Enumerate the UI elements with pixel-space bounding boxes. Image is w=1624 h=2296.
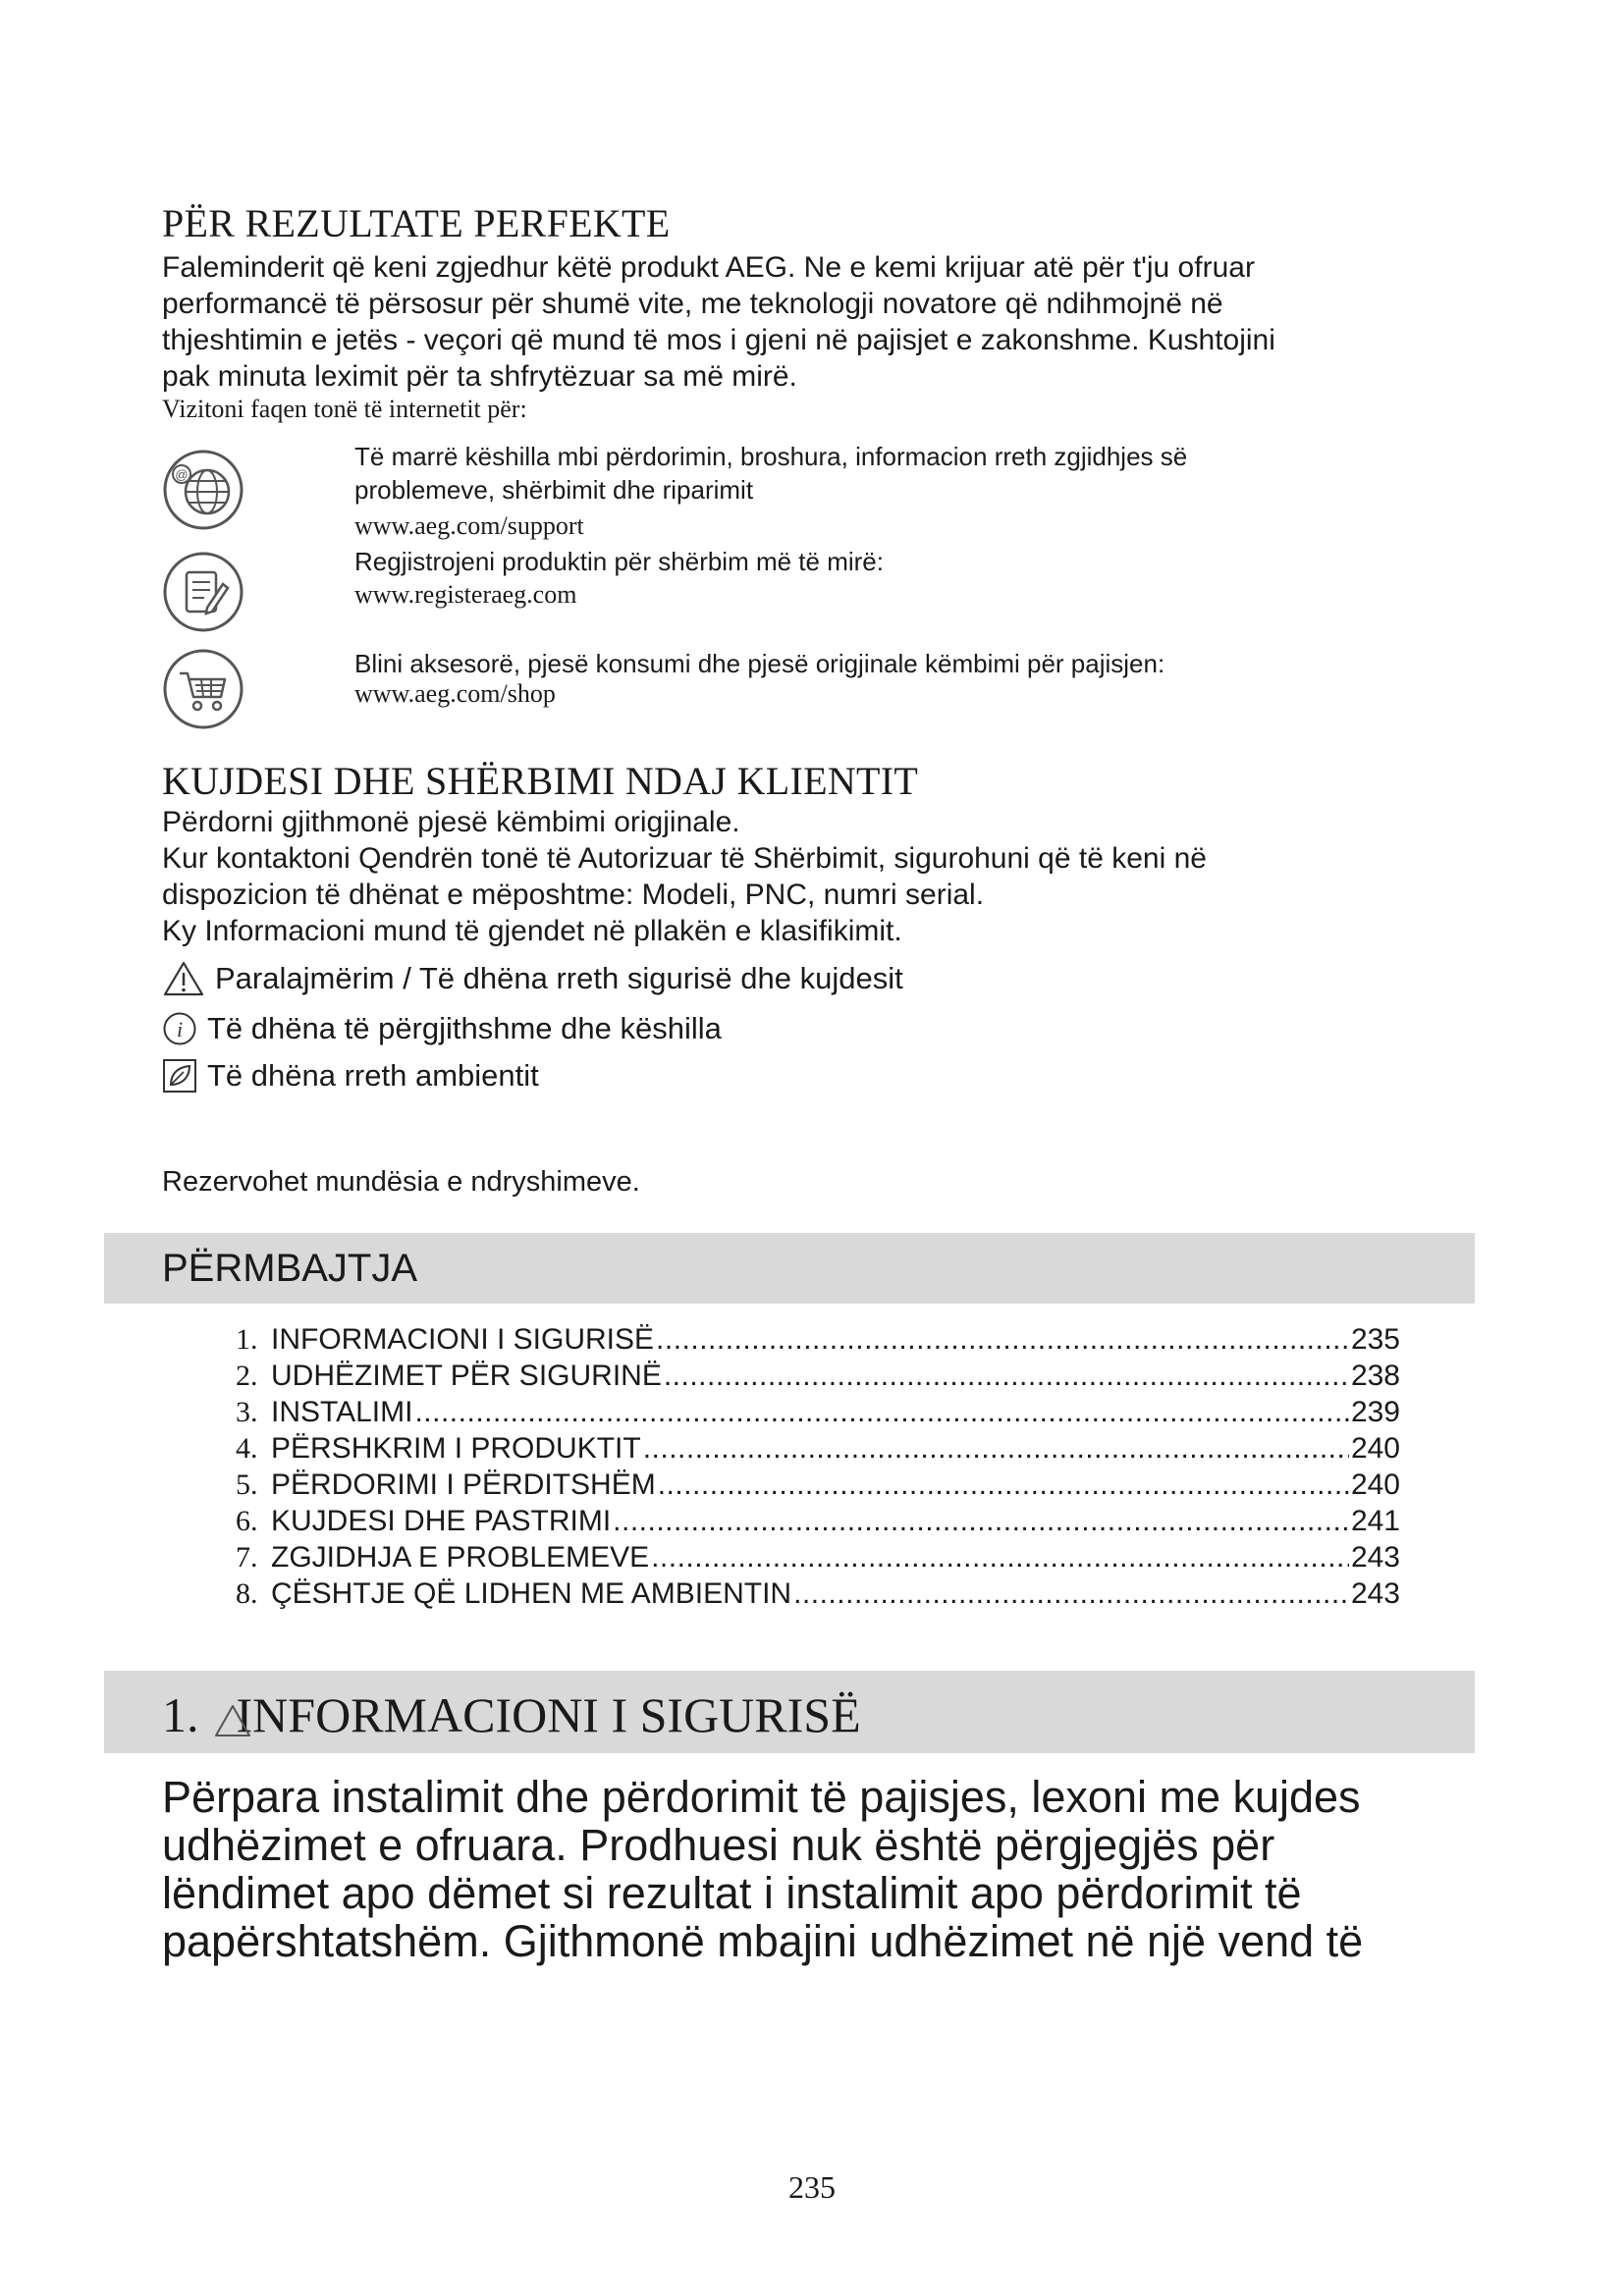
legend-text: Të dhëna rreth ambientit [207,1058,539,1093]
section1-line: udhëzimet e ofruara. Prodhuesi nuk është përgjegjës për [162,1820,1275,1870]
toc-item[interactable]: 7. ZGJIDHJA E PROBLEMEVE ..... 243 [236,1541,1400,1577]
link-description: Blini aksesorë, pjesë konsumi dhe pjesë origjinale këmbimi për pajisjen: [354,649,1165,678]
section-title: INFORMACIONI I SIGURISË [236,1687,861,1742]
link-description: Të marrë këshilla mbi përdorimin, broshura, informacion rreth zgjidhjes së [354,442,1188,471]
section1-heading [162,1686,861,1743]
shop-url[interactable]: www.aeg.com/shop [354,679,556,708]
intro-line: thjeshtimin e jetës - veçori që mund të mos i gjeni në pajisjet e zakonshme. Kushtojini [162,324,1275,356]
section1-paragraph [162,1773,1363,1965]
link-support-block [354,440,1187,507]
globe-icon [162,449,244,536]
section1-header-bar [104,1671,1475,1753]
section1-line: papërshtatshëm. Gjithmonë mbajini udhëzimet në një vend të [162,1916,1364,1966]
care-paragraph [162,804,1207,949]
visit-text: Vizitoni faqen tonë të internetit për: [162,395,527,423]
warning-icon [213,1703,252,1738]
toc-item[interactable]: 6. KUJDESI DHE PASTRIMI ..... 241 [236,1505,1400,1541]
intro-line: Faleminderit që keni zgjedhur këtë produkt AEG. Ne e kemi krijuar atë për t'ju ofruar [162,251,1255,284]
care-line: Ky Informacioni mund të gjendet në pllakën e klasifikimit. [162,915,902,947]
intro-title: PËR REZULTATE PERFEKTE [162,201,671,245]
legend-info [162,1011,722,1046]
toc-item[interactable]: 2. UDHËZIMET PËR SIGURINË ..... 238 [236,1360,1400,1396]
link-description: problemeve, shërbimit dhe riparimit [354,475,754,505]
leaf-icon [162,1058,197,1094]
section1-line: lëndimet apo dëmet si rezultat i instalimit apo përdorimit të [162,1868,1302,1918]
svg-text:@: @ [175,467,189,482]
legend-warning [162,960,903,997]
register-url[interactable]: www.registeraeg.com [354,580,577,609]
toc-item[interactable]: 1. INFORMACIONI I SIGURISË ..... 235 [236,1323,1400,1360]
care-line: Përdorni gjithmonë pjesë këmbimi origjinale. [162,806,740,838]
table-of-contents [236,1323,1400,1614]
toc-item[interactable]: 3. INSTALIMI ..... 239 [236,1396,1400,1432]
section-number: 1. [162,1687,199,1742]
page-number: 235 [788,2169,836,2205]
toc-item[interactable]: 5. PËRDORIMI I PËRDITSHËM ..... 240 [236,1468,1400,1505]
care-line: Kur kontaktoni Qendrën tonë të Autorizuar të Shërbimit, sigurohuni që të keni në [162,842,1207,875]
intro-line: pak minuta leximit për ta shfrytëzuar sa më mirë. [162,360,797,393]
intro-paragraph [162,249,1275,395]
care-line: dispozicion të dhënat e mëposhtme: Modeli, PNC, numri serial. [162,879,985,911]
legend-text: Të dhëna të përgjithshme dhe këshilla [207,1011,722,1045]
info-icon [162,1011,197,1046]
care-title: KUJDESI DHE SHËRBIMI NDAJ KLIENTIT [162,759,919,803]
warning-icon [162,960,205,997]
register-document-icon [162,551,244,638]
intro-line: performancë të përsosur për shumë vite, me teknologji novatore që ndihmojnë në [162,288,1223,320]
support-url[interactable]: www.aeg.com/support [354,511,584,540]
link-description: Regjistrojeni produktin për shërbim më të mirë: [354,547,884,576]
rights-reserved-note: Rezervohet mundësia e ndryshimeve. [162,1166,640,1198]
toc-header-bar [104,1233,1475,1304]
legend-text: Paralajmërim / Të dhëna rreth sigurisë dhe kujdesit [215,961,903,995]
legend-environment [162,1058,539,1094]
toc-item[interactable]: 4. PËRSHKRIM I PRODUKTIT ..... 240 [236,1432,1400,1468]
svg-text:i: i [176,1017,184,1041]
toc-item[interactable]: 8. ÇËSHTJE QË LIDHEN ME AMBIENTIN ..... 243 [236,1577,1400,1614]
toc-title: PËRMBAJTJA [162,1247,418,1290]
shopping-cart-icon [162,648,244,735]
section1-line: Përpara instalimit dhe përdorimit të pajisjes, lexoni me kujdes [162,1772,1361,1822]
